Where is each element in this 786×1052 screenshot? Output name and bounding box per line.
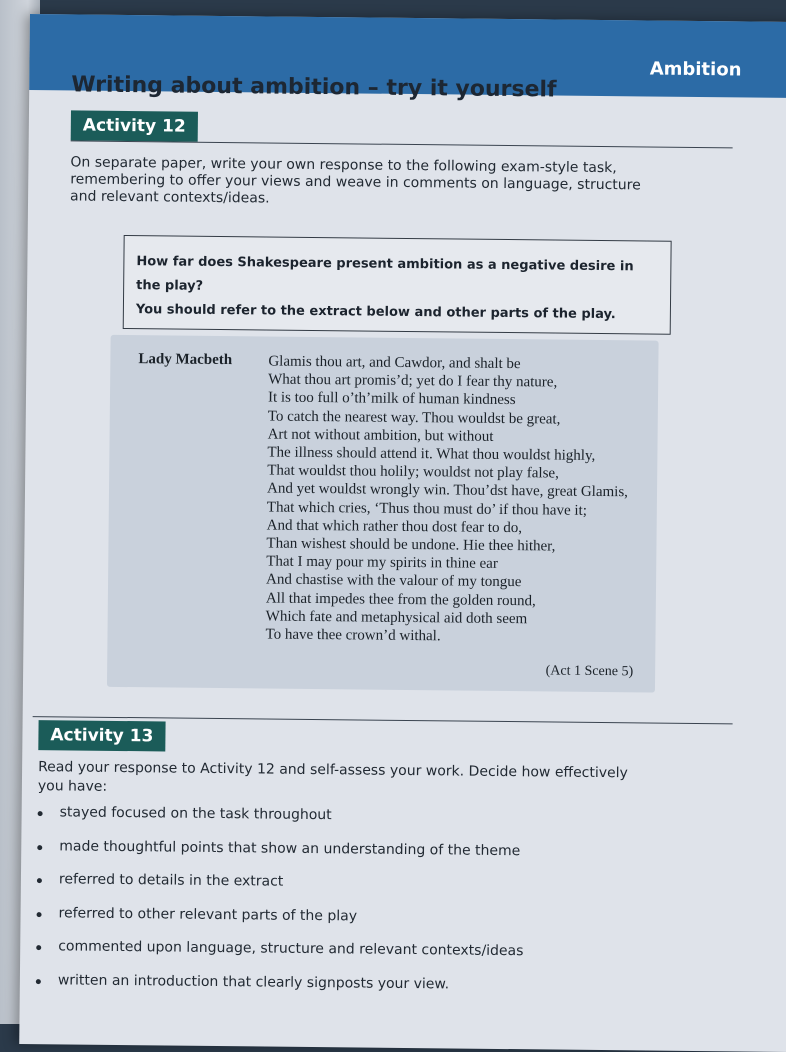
activity-12-instructions: [70, 154, 730, 212]
extract-line: To catch the nearest way. Thou wouldst be great,: [267, 408, 561, 428]
speaker-name: Lady Macbeth: [138, 351, 233, 369]
section-tag: Ambition: [649, 58, 742, 81]
extract-line: Glamis thou art, and Cawdor, and shalt be: [268, 353, 521, 373]
extract-line: It is too full o’th’milk of human kindness: [267, 389, 516, 409]
extract-line: That I may pour my spirits in thine ear: [266, 553, 498, 573]
list-item: stayed focused on the task throughout: [37, 804, 525, 843]
extract-line: And chastise with the valour of my tongue: [266, 571, 522, 591]
extract-line: And yet wouldst wrongly win. Thou’dst have, great Glamis,: [266, 480, 629, 501]
extract-panel: [107, 335, 659, 693]
list-item: made thoughtful points that show an understanding of the theme: [37, 838, 525, 877]
extract-line: And that which rather thou dost fear to do,: [266, 517, 523, 537]
extract-line: What thou art promis’d; yet do I fear thy nature,: [268, 371, 558, 391]
book-page: [19, 14, 786, 1052]
extract-line: That which cries, ‘Thus thou must do’ if thou have it;: [266, 499, 587, 519]
extract-citation: (Act 1 Scene 5): [545, 663, 634, 680]
exam-task-box: [123, 235, 672, 335]
extract-line: Than wishest should be undone. Hie thee hither,: [266, 535, 556, 555]
activity-12-heading: Activity 12: [71, 110, 198, 141]
extract-lines: [265, 353, 629, 648]
activity-13-heading: Activity 13: [38, 720, 165, 751]
intro-line: you have:: [37, 778, 108, 795]
self-assessment-list: [36, 804, 525, 1010]
list-item: commented upon language, structure and relevant contexts/ideas: [36, 938, 524, 977]
list-item: referred to details in the extract: [37, 871, 525, 910]
list-item: written an introduction that clearly signposts your view.: [36, 972, 524, 1011]
list-item: referred to other relevant parts of the play: [36, 905, 524, 944]
page-title: Writing about ambition – try it yourself: [71, 72, 557, 103]
extract-line: All that impedes thee from the golden round,: [265, 590, 536, 609]
intro-line: Read your response to Activity 12 and self-assess your work. Decide how effectively: [38, 759, 628, 782]
extract-line: Which fate and metaphysical aid doth seem: [265, 608, 528, 628]
task-instruction: You should refer to the extract below and other parts of the play.: [135, 302, 616, 323]
instruction-line: and relevant contexts/ideas.: [70, 188, 270, 207]
activity-13-intro: [38, 758, 728, 803]
activity-12-rule: [71, 140, 733, 148]
extract-line: That wouldst thou holily; wouldst not play false,: [267, 462, 559, 482]
extract-line: Art not without ambition, but without: [267, 426, 494, 445]
extract-line: To have thee crown’d withal.: [265, 626, 441, 645]
instruction-line: On separate paper, write your own response to the following exam-style task,: [70, 154, 617, 177]
task-question: How far does Shakespeare present ambition as a negative desire in the play?: [136, 254, 634, 294]
instruction-line: remembering to offer your views and weave in comments on language, structure: [70, 171, 641, 194]
extract-line: The illness should attend it. What thou wouldst highly,: [267, 444, 596, 464]
